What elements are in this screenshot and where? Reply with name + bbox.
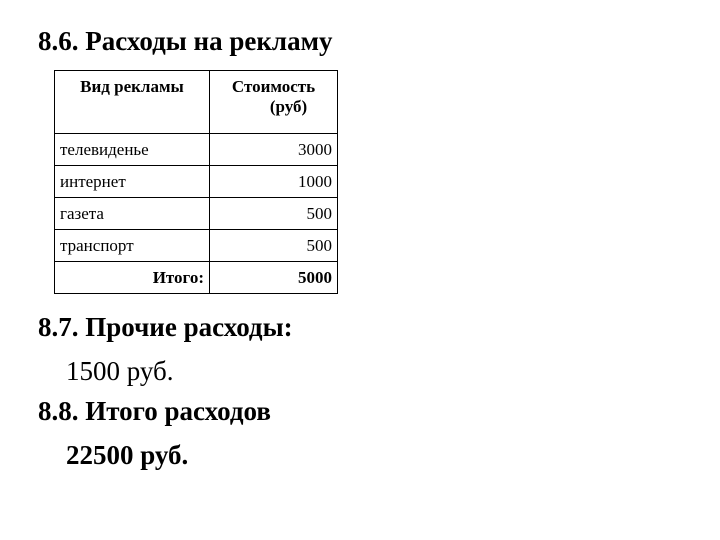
total-value: 5000 [210,262,338,294]
total-expenses-value: 22500 руб. [66,440,189,470]
column-header-cost-line2: (руб) [269,97,308,116]
other-expenses-value: 1500 руб. [66,356,174,386]
section-heading-total-expenses: 8.8. Итого расходов [38,396,271,426]
column-header-ad-type: Вид рекламы [55,71,210,134]
table-row [55,166,338,198]
column-header-cost-line1: Стоимость [231,77,316,96]
ad-cost-cell: 500 [210,198,338,230]
table-header-row [55,71,338,134]
column-header-cost [210,71,338,134]
ad-cost-cell: 500 [210,230,338,262]
ad-type-cell: транспорт [55,230,210,262]
advertising-cost-table [54,70,338,294]
total-label: Итого: [55,262,210,294]
table-row [55,134,338,166]
ad-cost-cell: 1000 [210,166,338,198]
table-row [55,198,338,230]
section-heading-advertising: 8.6. Расходы на рекламу [38,26,333,56]
table-row [55,230,338,262]
ad-type-cell: газета [55,198,210,230]
ad-cost-cell: 3000 [210,134,338,166]
table-total-row [55,262,338,294]
ad-type-cell: телевиденье [55,134,210,166]
section-heading-other-expenses: 8.7. Прочие расходы: [38,312,293,342]
ad-type-cell: интернет [55,166,210,198]
